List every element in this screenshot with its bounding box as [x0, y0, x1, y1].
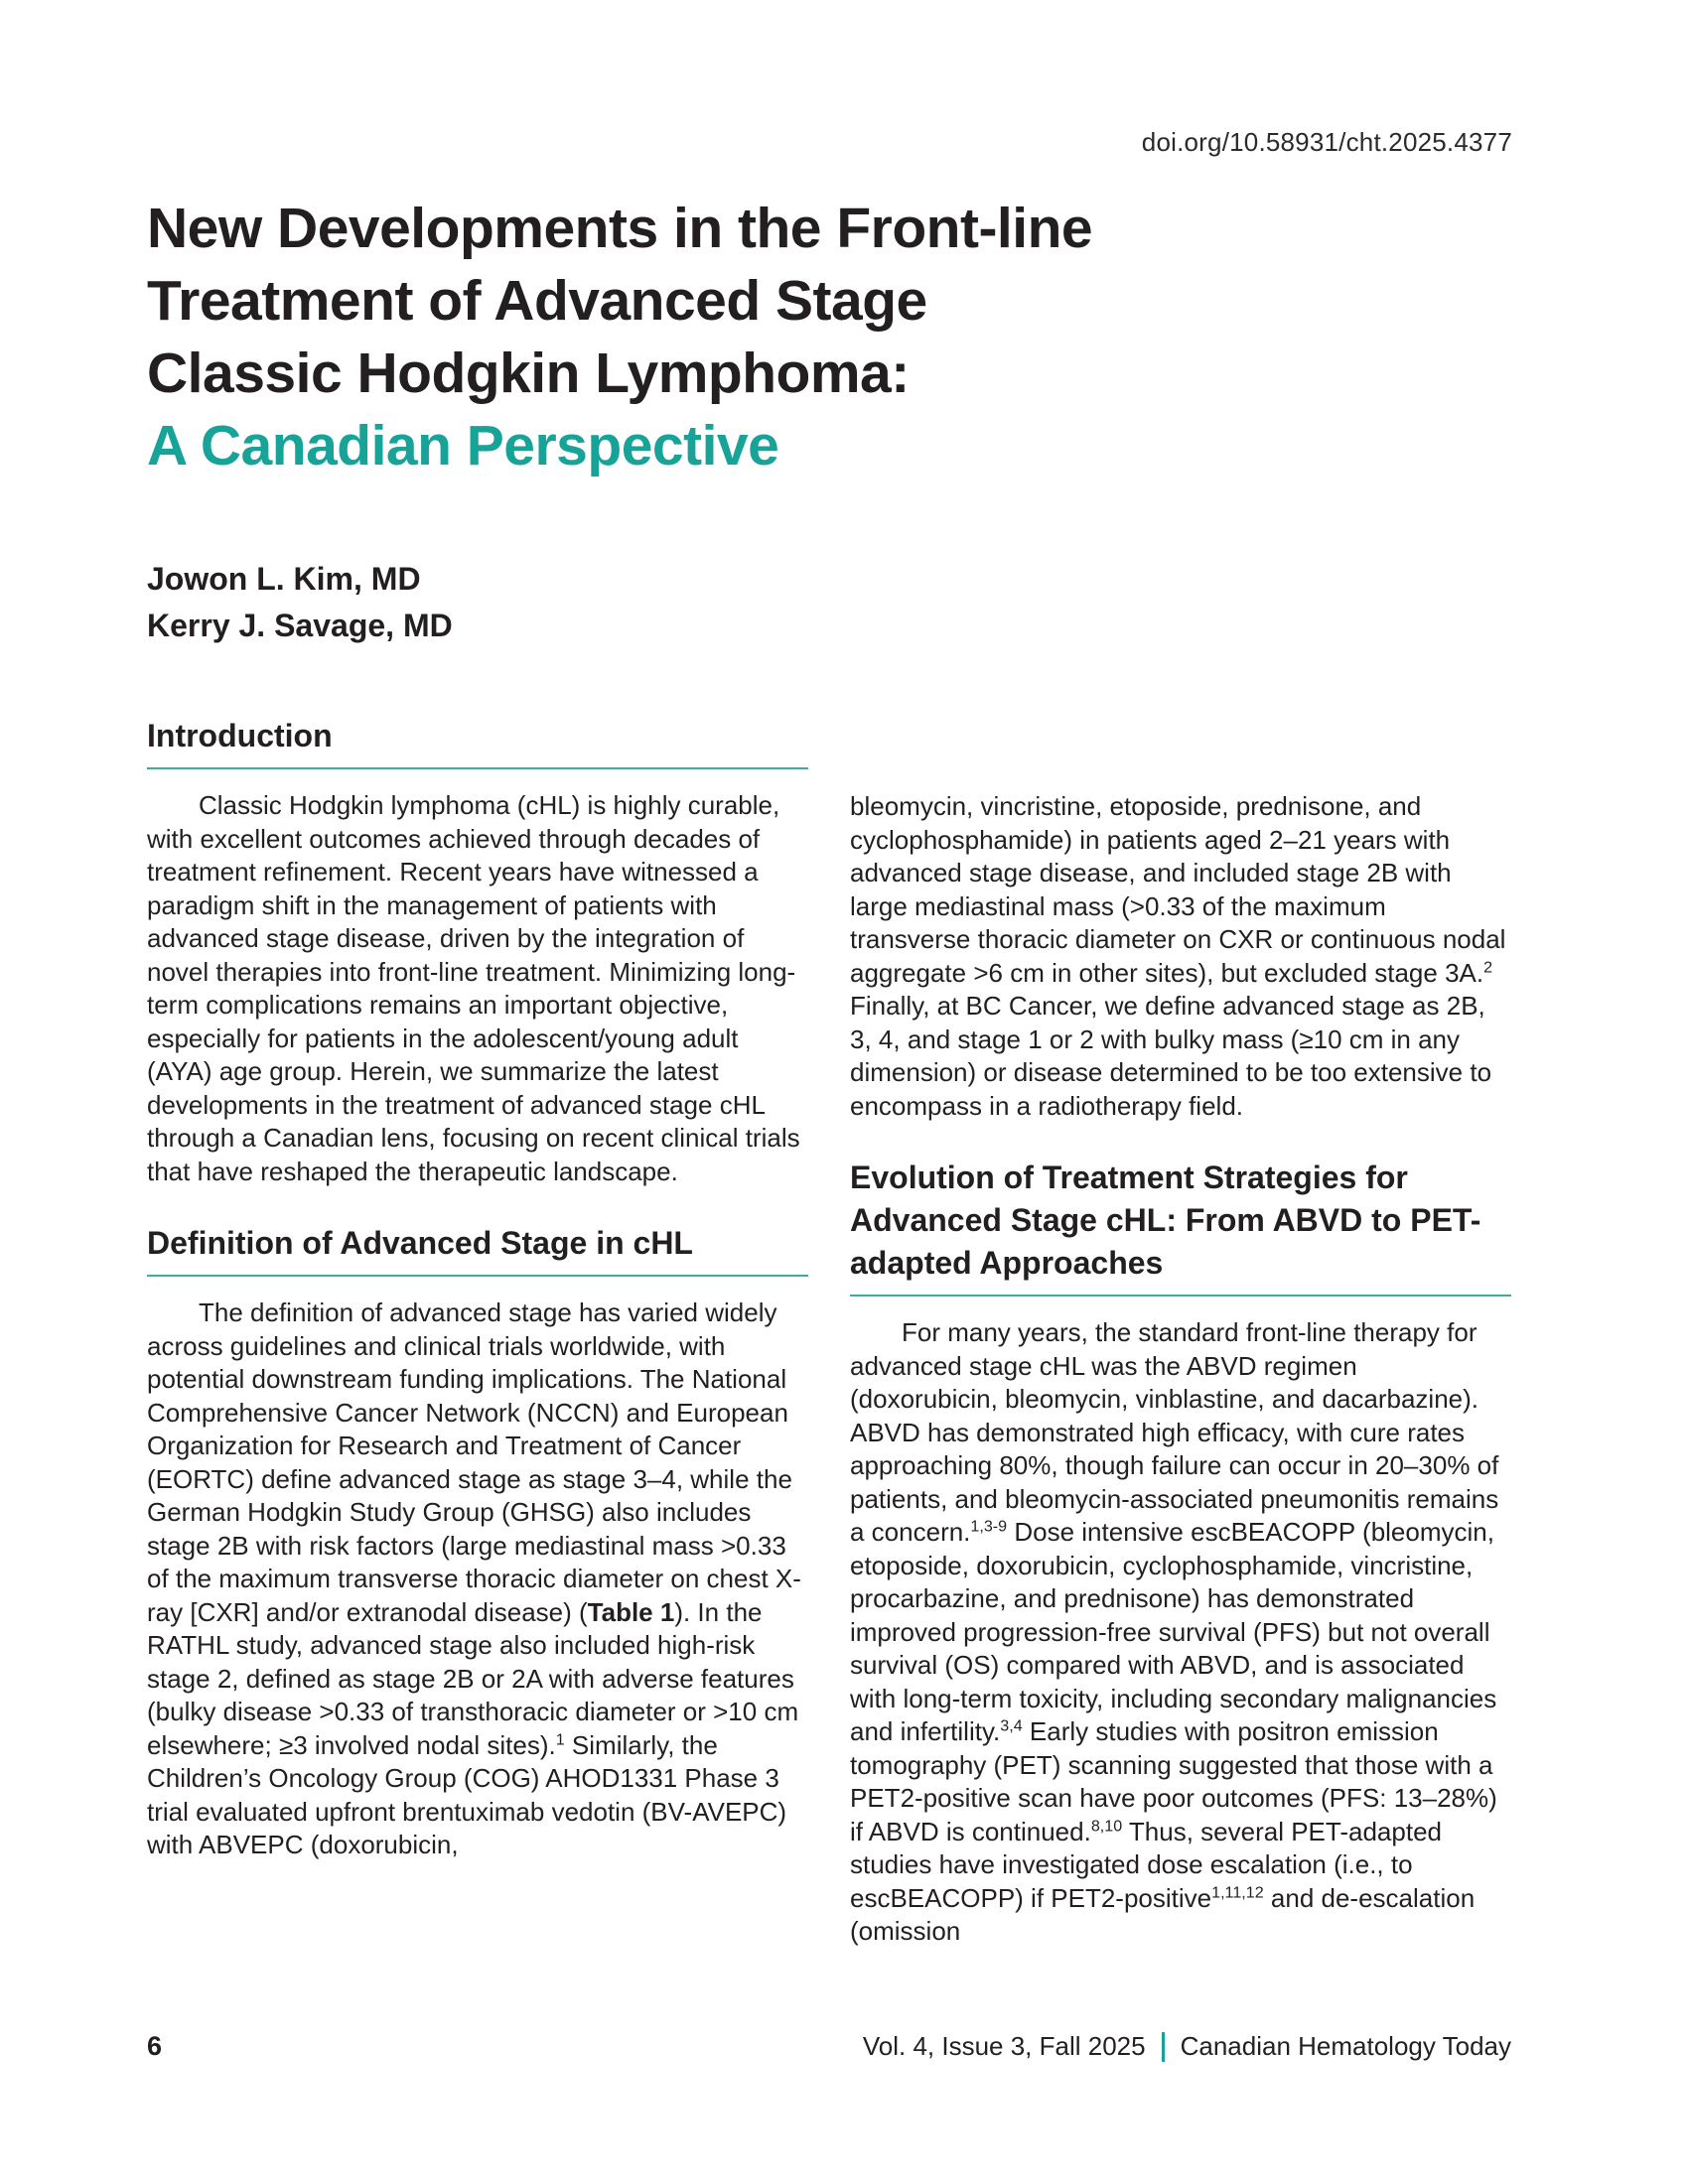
paragraph: The definition of advanced stage has varied widely across guidelines and clinical trials worldwide, with potential downstream funding implications. The National Comprehensive Cancer Network (NCCN) and European Organization for Research and Treatment of Cancer (EORTC) define advanced stage as stage 3–4, while the German Hodgkin Study Group (GHSG) also includes stage 2B with risk factors (large mediastinal mass >0.33 of the maximum transverse thoracic diameter on chest X-ray [CXR] and/or extranodal disease) (Table 1). In the RATHL study, advanced stage also included high-risk stage 2, defined as stage 2B or 2A with adverse features (bulky disease >0.33 of transthoracic diameter or >10 cm elsewhere; ≥3 involved nodal sites).$^1$ Similarly, the Children’s Oncology Group (COG) AHOD1331 Phase 3 trial evaluated upfront brentuximab vedotin (BV-AVEPC) with ABVEPC (doxorubicin,: [147, 1297, 801, 1859]
title-accent-line: A Canadian Perspective: [147, 414, 779, 478]
doi-text: doi.org/10.58931/cht.2025.4377: [1141, 127, 1512, 157]
author-block: [147, 556, 453, 649]
title-line-3: Classic Hodgkin Lymphoma:: [147, 341, 910, 405]
section-heading-definition: Definition of Advanced Stage in cHL: [147, 1222, 808, 1277]
author-name-1: Jowon L. Kim, MD: [147, 561, 421, 597]
right-column: [850, 715, 1511, 1949]
page-number: 6: [147, 2031, 163, 2061]
paragraph: bleomycin, vincristine, etoposide, prednisone, and cyclophosphamide) in patients aged 2–21 years with advanced stage disease, and included stage 2B with large mediastinal mass (>0.33 of the maximum transverse thoracic diameter on CXR or continuous nodal aggregate >6 cm in other sites), but excluded stage 3A.$^2$ Finally, at BC Cancer, we define advanced stage as 2B, 3, 4, and stage 1 or 2 with bulky mass (≥10 cm in any dimension) or disease determined to be too extensive to encompass in a radiotherapy field.: [850, 791, 1506, 1121]
footer-issue: Vol. 4, Issue 3, Fall 2025: [862, 2031, 1146, 2061]
article-body: [147, 715, 1511, 1949]
title-line-2: Treatment of Advanced Stage: [147, 269, 927, 333]
section-heading-evolution: Evolution of Treatment Strategies for Advanced Stage cHL: From ABVD to PET-adapted Approaches: [850, 1157, 1511, 1297]
paragraph: Classic Hodgkin lymphoma (cHL) is highly curable, with excellent outcomes achieved through decades of treatment refinement. Recent years have witnessed a paradigm shift in the management of patients with advanced stage disease, driven by the integration of novel therapies into front-line treatment. Minimizing long-term complications remains an important objective, especially for patients in the adolescent/young adult (AYA) age group. Herein, we summarize the latest developments in the treatment of advanced stage cHL through a Canadian lens, focusing on recent clinical trials that have reshaped the therapeutic landscape.: [147, 790, 800, 1186]
page-footer: [147, 2031, 1511, 2062]
title-line-1: New Developments in the Front-line: [147, 197, 1093, 260]
section-introduction: [147, 715, 808, 1188]
left-column: [147, 715, 808, 1949]
section-continuation: [850, 790, 1511, 1123]
author-name-2: Kerry J. Savage, MD: [147, 608, 453, 643]
footer-separator-bar: [1162, 2032, 1165, 2062]
section-evolution: [850, 1157, 1511, 1949]
article-title: [147, 193, 1557, 482]
section-definition: [147, 1222, 808, 1862]
paragraph: For many years, the standard front-line therapy for advanced stage cHL was the ABVD regimen (doxorubicin, bleomycin, vinblastine, and dacarbazine). ABVD has demonstrated high efficacy, with cure rates approaching 80%, though failure can occur in 20–30% of patients, and bleomycin-associated pneumonitis remains a concern.$^{1,3-9}$ Dose intensive escBEACOPP (bleomycin, etoposide, doxorubicin, cyclophosphamide, vincristine, procarbazine, and prednisone) has demonstrated improved progression-free survival (PFS) but not overall survival (OS) compared with ABVD, and is associated with long-term toxicity, including secondary malignancies and infertility.$^{3,4}$ Early studies with positron emission tomography (PET) scanning suggested that those with a PET2-positive scan have poor outcomes (PFS: 13–28%) if ABVD is continued.$^{8,10}$ Thus, several PET-adapted studies have investigated dose escalation (i.e., to escBEACOPP) if PET2-positive$^{1,11,12}$ and de-escalation (omission: [850, 1317, 1499, 1946]
footer-journal-info: [863, 2031, 1511, 2062]
section-heading-introduction: Introduction: [147, 715, 808, 769]
footer-journal-name: Canadian Hematology Today: [1180, 2031, 1511, 2061]
